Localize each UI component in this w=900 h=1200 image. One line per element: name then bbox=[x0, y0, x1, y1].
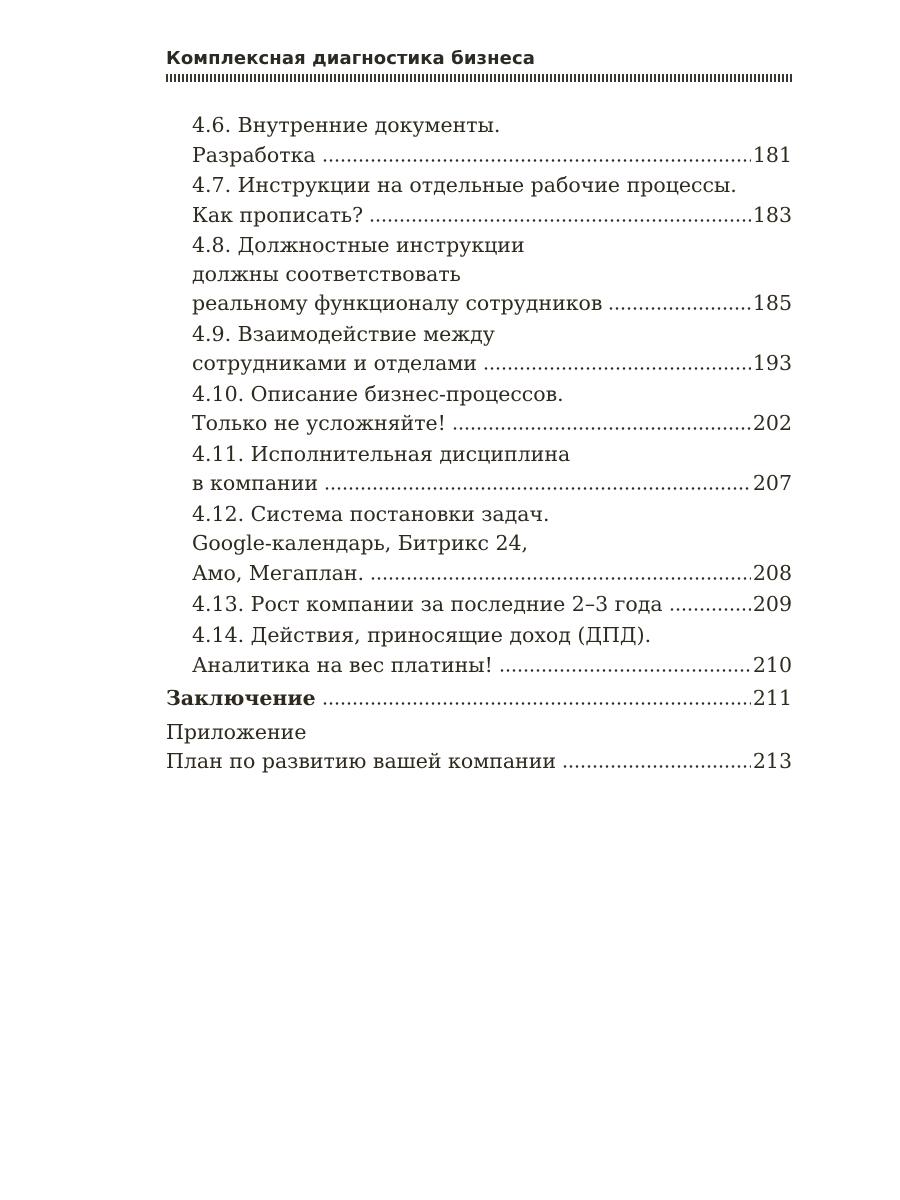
page-number: 202 bbox=[752, 411, 792, 435]
leader-dots bbox=[324, 487, 751, 490]
toc-entry-4-14-line-2: Аналитика на вес платины! 210 bbox=[192, 650, 792, 680]
leader-dots bbox=[669, 608, 751, 611]
toc-entry-4-11-line-2: в компании 207 bbox=[192, 468, 792, 498]
toc-entry-appendix-line-2: План по развитию вашей компании 213 bbox=[166, 746, 792, 776]
toc-entry-4-7-line-2: Как прописать? 183 bbox=[192, 200, 792, 230]
page-number: 183 bbox=[752, 203, 792, 227]
toc-entry-appendix-line-1: Приложение bbox=[166, 720, 307, 744]
leader-dots bbox=[370, 577, 751, 580]
toc-entry-4-9-line-1: 4.9. Взаимодействие между bbox=[192, 322, 495, 346]
header-dotted-rule bbox=[166, 74, 792, 82]
toc-entry-4-12-line-3: Амо, Мегаплан. 208 bbox=[192, 558, 792, 588]
leader-dots bbox=[562, 765, 751, 768]
toc-entry-4-12-line-1: 4.12. Система постановки задач. bbox=[192, 502, 550, 526]
toc-entry-4-10-line-2: Только не усложняйте! 202 bbox=[192, 408, 792, 438]
leader-dots bbox=[499, 669, 751, 672]
page-number: 208 bbox=[752, 561, 792, 585]
page-number: 207 bbox=[752, 471, 792, 495]
page-number: 181 bbox=[752, 143, 792, 167]
toc-entry-4-10-line-1: 4.10. Описание бизнес-процессов. bbox=[192, 382, 564, 406]
leader-dots bbox=[322, 702, 751, 705]
leader-dots bbox=[369, 219, 751, 222]
toc-entry-4-9-line-2: сотрудниками и отделами 193 bbox=[192, 348, 792, 378]
page-number: 211 bbox=[752, 686, 792, 710]
toc-entry-4-11-line-1: 4.11. Исполнительная дисциплина bbox=[192, 442, 571, 466]
page-number: 193 bbox=[752, 351, 792, 375]
leader-dots bbox=[608, 307, 750, 310]
leader-dots bbox=[483, 367, 751, 370]
toc-entry-4-8-line-2: должны соответствовать bbox=[192, 262, 461, 286]
toc-entry-4-6-line-2: Разработка 181 bbox=[192, 140, 792, 170]
toc-entry-4-6-line-1: 4.6. Внутренние документы. bbox=[192, 113, 501, 137]
toc-entry-4-12-line-2: Google-календарь, Битрикс 24, bbox=[192, 531, 529, 555]
page-number: 213 bbox=[752, 749, 792, 773]
toc-entry-4-8-line-1: 4.8. Должностные инструкции bbox=[192, 233, 525, 257]
toc-entry-4-14-line-1: 4.14. Действия, приносящие доход (ДПД). bbox=[192, 623, 652, 647]
page-number: 209 bbox=[752, 592, 792, 616]
toc-entry-4-13-line-1: 4.13. Рост компании за последние 2–3 года 209 bbox=[192, 589, 792, 619]
leader-dots bbox=[452, 427, 751, 430]
leader-dots bbox=[322, 159, 751, 162]
toc-entry-conclusion: Заключение 211 bbox=[166, 683, 792, 713]
page-number: 185 bbox=[752, 291, 792, 315]
page-number: 210 bbox=[752, 653, 792, 677]
toc-entry-4-8-line-3: реальному функционалу сотрудников 185 bbox=[192, 288, 792, 318]
book-title: Комплексная диагностика бизнеса bbox=[166, 48, 535, 69]
toc-entry-4-7-line-1: 4.7. Инструкции на отдельные рабочие процессы. bbox=[192, 173, 737, 197]
